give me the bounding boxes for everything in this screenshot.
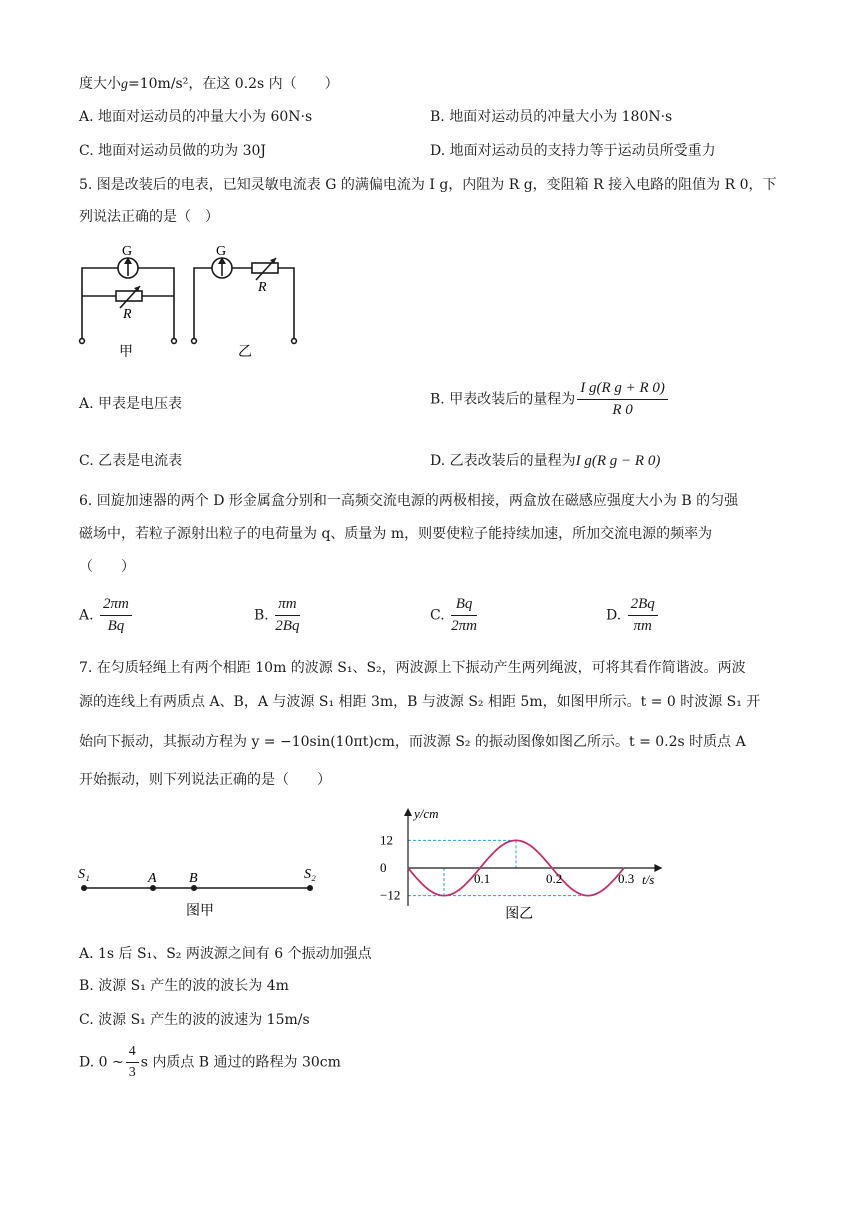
x-tick-label: 0.3 (618, 871, 635, 886)
q6-stem-line3: （ ） (79, 559, 135, 575)
x-axis-label: t/s (642, 872, 655, 887)
q7-stem-line2: 源的连线上有两质点 A、B，A 与波源 S₁ 相距 3m，B 与波源 S₂ 相距 5m，如图甲所示。t = 0 时波源 S₁ 开 (79, 694, 761, 710)
q6-option-c: C. $\frac{Bq}{2\pi m}$ (430, 596, 477, 634)
q7-stem-line4: 开始振动，则下列说法正确的是（ ） (79, 772, 331, 788)
q6-option-a: A. $\frac{2\pi m}{Bq}$ (79, 596, 134, 635)
x-axis-arrow (654, 864, 662, 872)
x-tick-label: 0.1 (474, 871, 491, 886)
circuit-caption-jia: 甲 (119, 345, 133, 360)
q7-option-d: D. 0 ~ $\frac{4}{3}$ s 内质点 B 通过的路程为 30cm (79, 1044, 341, 1080)
q7-option-b: B. 波源 S₁ 产生的波的波长为 4m (79, 978, 289, 994)
y-tick-label: 0 (380, 860, 387, 875)
q7-figure-yi-chart (366, 800, 655, 925)
q5-option-b-fraction: $\frac{\text{I g(R g + R 0)}}{R 0}$ (577, 380, 668, 419)
q4-stem: 度大小g=10m/s²，在这 0.2s 内（ ） (79, 76, 339, 92)
q5-circuit-diagram (76, 238, 306, 366)
q7-stem-line1: 7. 在匀质轻绳上有两个相距 10m 的波源 S₁、S₂，两波源上下振动产生两列绳波，可将其看作简谐波。两波 (79, 660, 746, 676)
galvanometer-label-jia: G (122, 244, 133, 259)
q5-option-a: A. 甲表是电压表 (79, 396, 183, 412)
x-tick-label: 0.2 (546, 871, 563, 886)
q5-option-b: B. 甲表改装后的量程为 $\frac{\text{I g(R g + R 0)}}{R 0}$ (430, 380, 670, 419)
label-b: B (189, 871, 198, 886)
y-axis-arrow (404, 808, 412, 816)
q6-option-d: D. $\frac{2Bq}{\pi m}$ (606, 596, 660, 635)
galvanometer-label-yi: G (216, 244, 227, 259)
q5-option-d: D. 乙表改装后的量程为I g(R g − R 0) (430, 453, 661, 469)
y-tick-label: −12 (380, 887, 401, 903)
q6-stem-line1: 6. 回旋加速器的两个 D 形金属盒分别和一高频交流电源的两极相接，两盒放在磁感应强度大小为 B 的匀强 (79, 493, 739, 509)
q5-option-c: C. 乙表是电流表 (79, 453, 183, 469)
q4-option-c: C. 地面对运动员做的功为 30J (79, 143, 266, 159)
q4-option-b: B. 地面对运动员的冲量大小为 180N·s (430, 109, 673, 125)
q7-figure-jia (76, 860, 336, 922)
label-s2: S₂ (304, 867, 316, 882)
q7-stem-line3: 始向下振动，其振动方程为 y = −10sin(10πt)cm，而波源 S₂ 的振动图像如图乙所示。t = 0.2s 时质点 A (79, 734, 746, 750)
q7-option-a: A. 1s 后 S₁、S₂ 两波源之间有 6 个振动加强点 (79, 946, 372, 962)
point-s1 (81, 885, 87, 891)
q4-option-d: D. 地面对运动员的支持力等于运动员所受重力 (430, 143, 716, 159)
q7-option-c: C. 波源 S₁ 产生的波的波速为 15m/s (79, 1012, 310, 1028)
resistor-label-jia: R (123, 307, 132, 322)
y-tick-label: 12 (380, 832, 393, 848)
q6-stem-line2: 磁场中，若粒子源射出粒子的电荷量为 q、质量为 m，则要使粒子能持续加速，所加交流电源的频率为 (79, 526, 713, 542)
q5-stem-line2: 列说法正确的是（ ） (79, 209, 219, 225)
figure-yi-caption: 图乙 (505, 907, 534, 922)
point-s2 (307, 885, 313, 891)
label-s1: S₁ (78, 867, 90, 882)
q6-option-b: B. $\frac{\pi m}{2Bq}$ (254, 596, 300, 634)
q4-option-a: A. 地面对运动员的冲量大小为 60N·s (79, 109, 313, 125)
q5-stem-line1: 5. 图是改装后的电表，已知灵敏电流表 G 的满偏电流为 I g，内阻为 R g，变阻箱 R 接入电路的阻值为 R 0，下 (79, 177, 777, 193)
y-axis-label: y/cm (414, 806, 439, 821)
resistor-label-yi: R (258, 280, 267, 295)
label-a: A (148, 871, 157, 886)
circuit-caption-yi: 乙 (238, 345, 252, 360)
figure-jia-caption: 图甲 (186, 904, 214, 919)
